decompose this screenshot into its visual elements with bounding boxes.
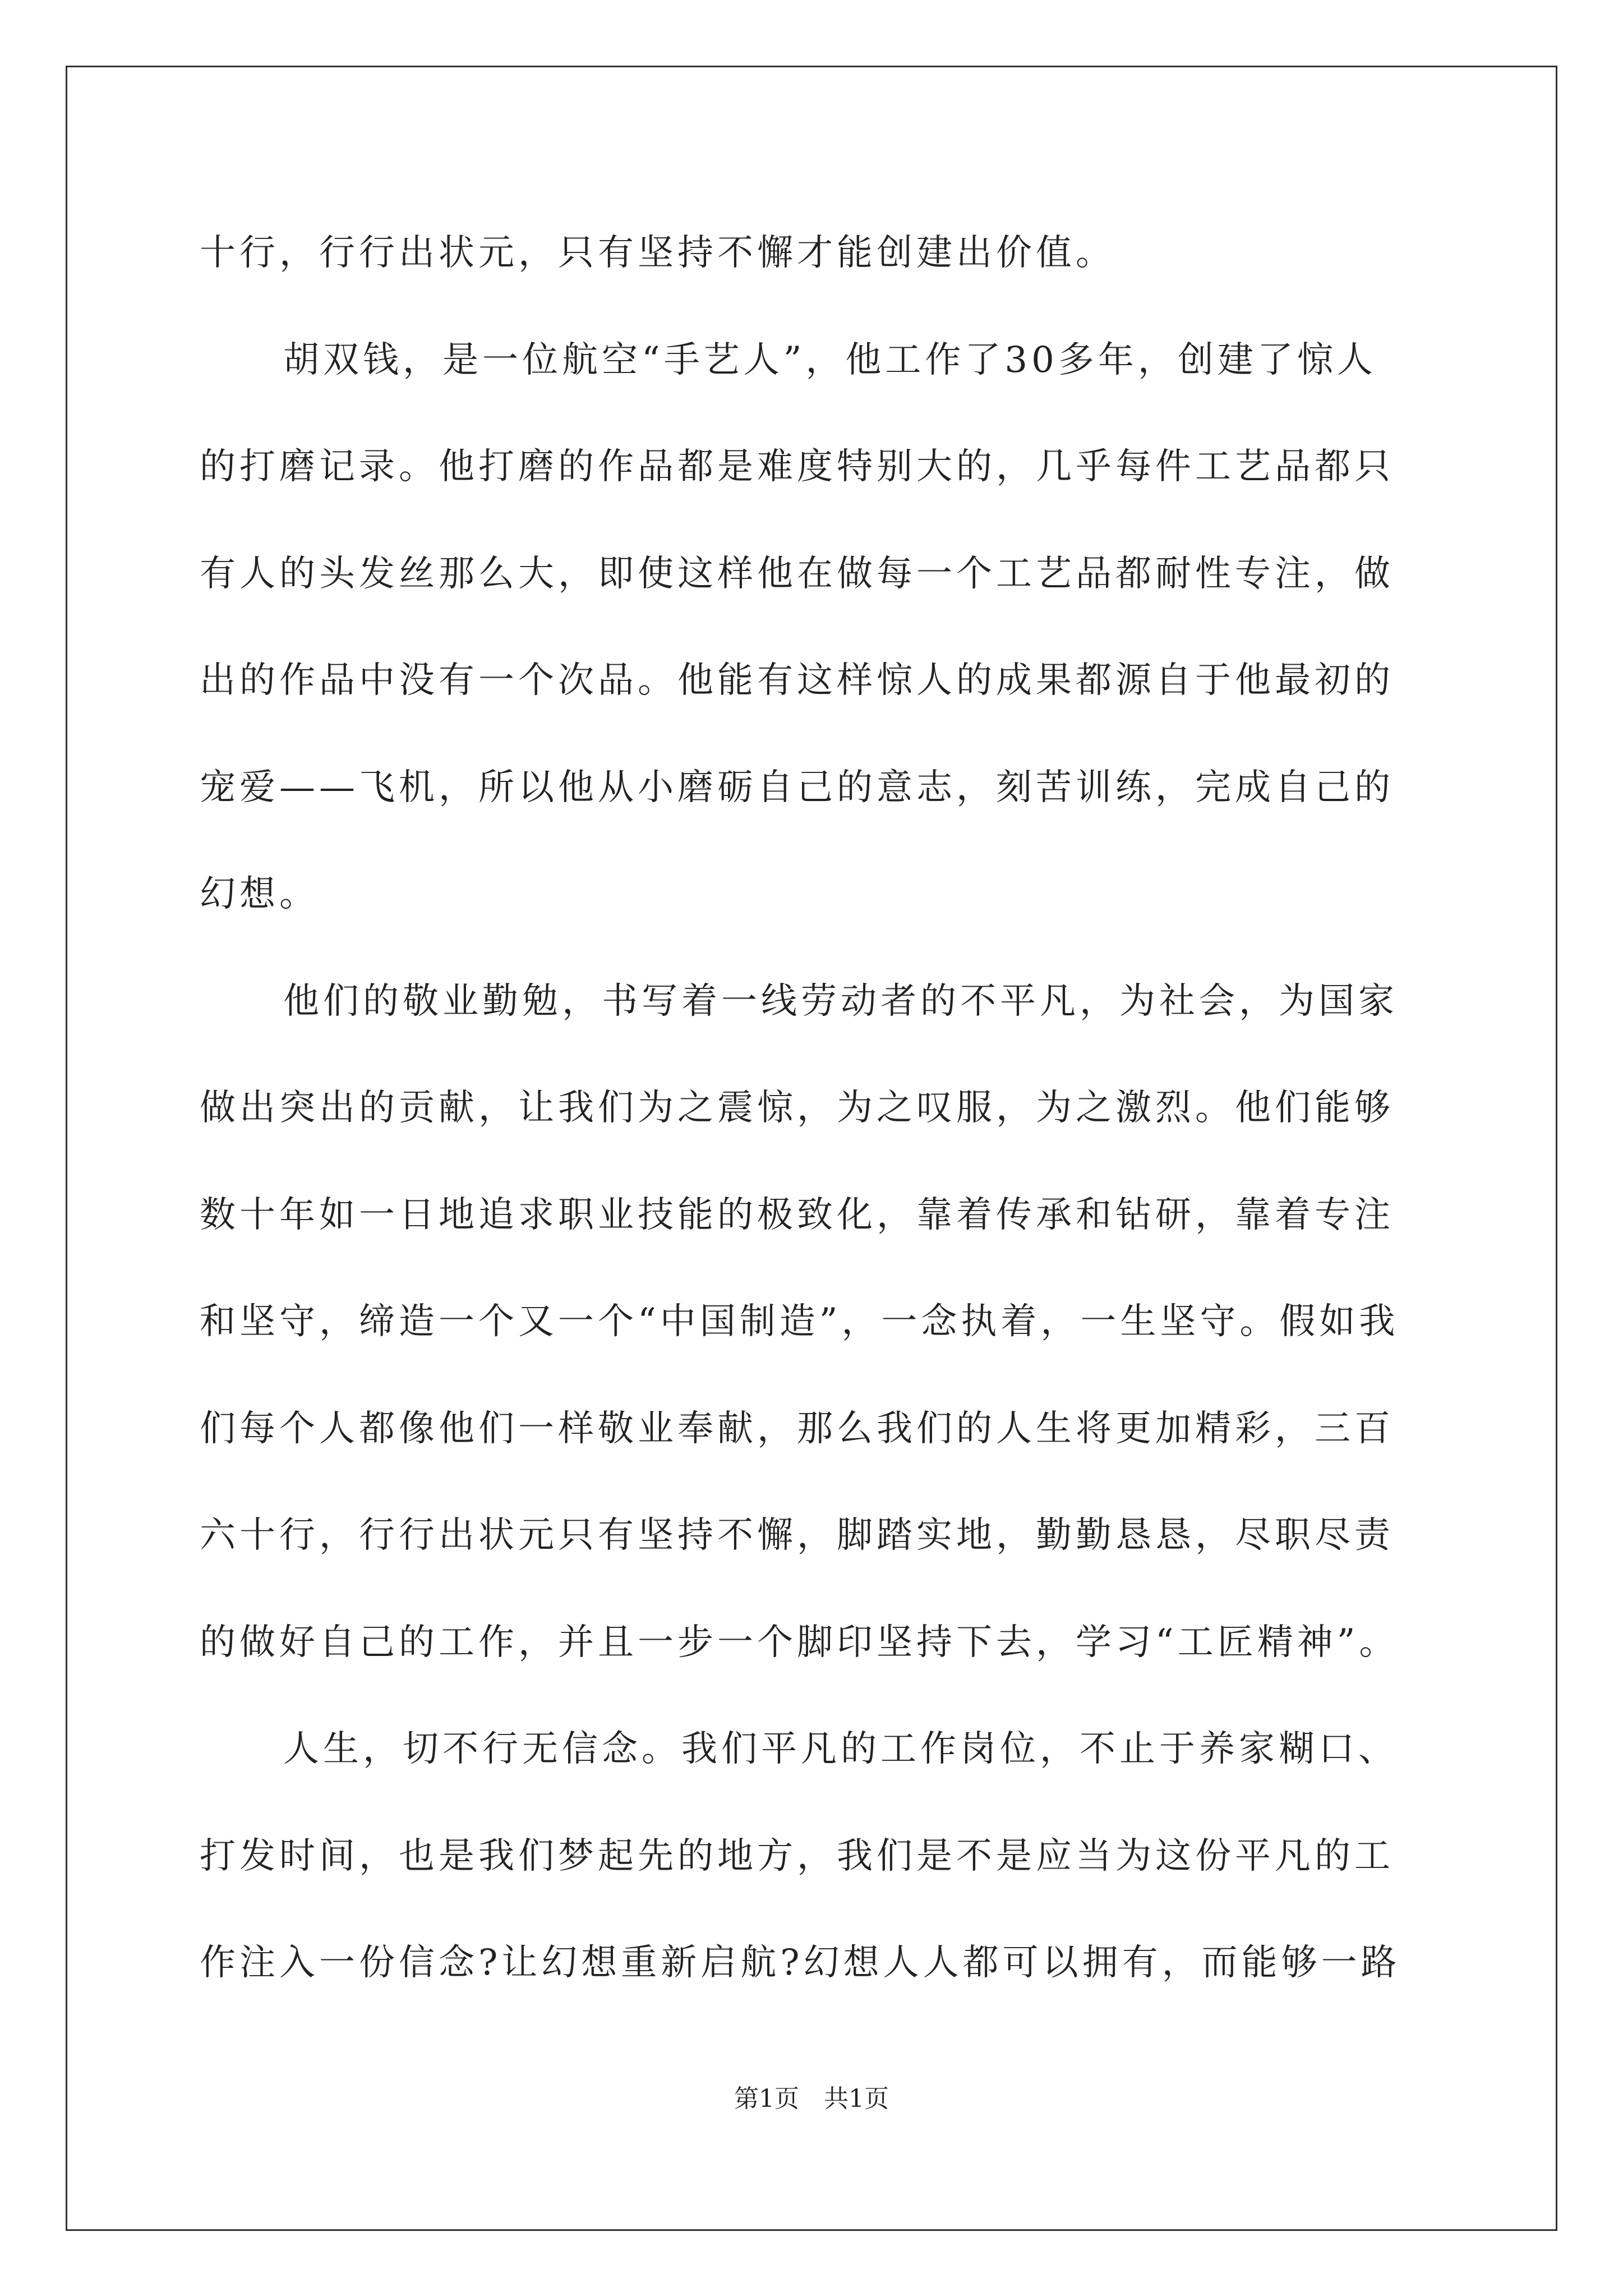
text-line: 打发时间，也是我们梦起先的地方，我们是不是应当为这份平凡的工 — [200, 1835, 1394, 1877]
text-line: 六十行，行行出状元只有坚持不懈，脚踏实地，勤勤恳恳，尽职尽责 — [200, 1515, 1394, 1556]
page-border — [66, 66, 1557, 2231]
text-line: 幻想。 — [200, 873, 319, 915]
page-footer: 第1页 共1页 — [734, 2085, 889, 2113]
text-line: 宠爱——飞机，所以他从小磨砺自己的意志，刻苦训练，完成自己的 — [200, 767, 1394, 808]
text-line: 十行，行行出状元，只有坚持不懈才能创建出价值。 — [200, 232, 1115, 274]
text-line: 和坚守，缔造一个又一个“中国制造”，一念执着，一生坚守。假如我 — [200, 1301, 1399, 1342]
paragraph-start-line: 胡双钱，是一位航空“手艺人”，他工作了30多年，创建了惊人 — [283, 339, 1377, 381]
text-line: 们每个人都像他们一样敬业奉献，那么我们的人生将更加精彩，三百 — [200, 1408, 1394, 1450]
text-line: 的做好自己的工作，并且一步一个脚印坚持下去，学习“工匠精神”。 — [200, 1622, 1399, 1663]
text-line: 出的作品中没有一个次品。他能有这样惊人的成果都源自于他最初的 — [200, 660, 1394, 701]
text-line: 有人的头发丝那么大，即使这样他在做每一个工艺品都耐性专注，做 — [200, 553, 1394, 595]
text-line: 的打磨记录。他打磨的作品都是难度特别大的，几乎每件工艺品都只 — [200, 446, 1394, 487]
text-line: 数十年如一日地追求职业技能的极致化，靠着传承和钻研，靠着专注 — [200, 1194, 1394, 1236]
paragraph-start-line: 他们的敬业勤勉，书写着一线劳动者的不平凡，为社会，为国家 — [283, 981, 1398, 1022]
text-line: 作注入一份信念?让幻想重新启航?幻想人人都可以拥有，而能够一路 — [200, 1942, 1401, 1984]
paragraph-start-line: 人生，切不行无信念。我们平凡的工作岗位，不止于养家糊口、 — [283, 1728, 1398, 1770]
text-line: 做出突出的贡献，让我们为之震惊，为之叹服，为之激烈。他们能够 — [200, 1087, 1394, 1129]
